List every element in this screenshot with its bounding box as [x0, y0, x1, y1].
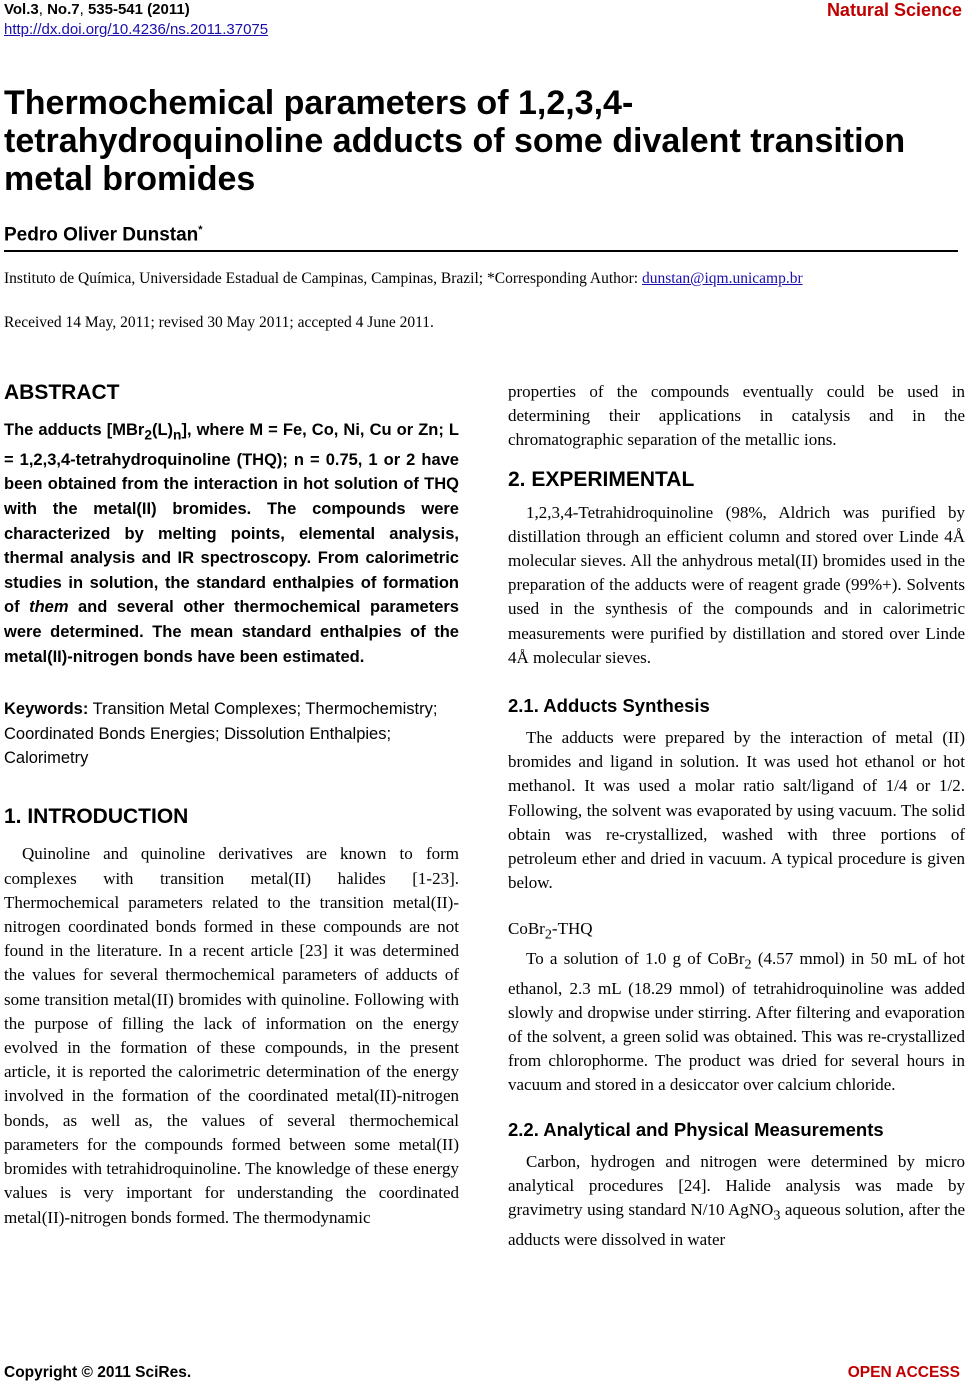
issue: No.7	[47, 1, 80, 18]
abstract-heading: ABSTRACT	[4, 381, 120, 404]
journal-name: Natural Science	[826, 0, 962, 20]
affiliation	[4, 270, 954, 288]
received-dates: Received 14 May, 2011; revised 30 May 2011; accepted 4 June 2011.	[4, 314, 434, 331]
introduction-continued: properties of the compounds eventually could be used in determining their applications in catalysis and in the chromatographic separation of the metallic ions.	[508, 382, 965, 450]
copyright: Copyright © 2011 SciRes.	[4, 1364, 192, 1381]
corresponding-mark: *	[198, 224, 203, 236]
title-divider	[4, 250, 958, 252]
keywords-label: Keywords:	[4, 700, 89, 719]
synthesis-text: The adducts were prepared by the interaction of metal (II) bromides and ligand in solution. It was used hot ethanol or hot methanol. It was used a molar ratio salt/ligand of 1/4 or 1/2. Following, the solvent was evaporated by using vacuum. The solid obtain was re-crystallized, washed with three portions of petroleum ether and dried in vacuum. A typical procedure is given below.	[508, 728, 965, 893]
left-column	[4, 380, 459, 1230]
analytical-heading: 2.2. Analytical and Physical Measurements	[508, 1118, 884, 1140]
author	[4, 224, 203, 246]
volume: Vol.3	[4, 1, 39, 18]
compound-label: CoBr$_2$-THQ	[508, 919, 593, 943]
running-header: Vol.3, No.7, 535-541 (2011) http://dx.doi.org/10.4236/ns.2011.37075	[4, 1, 269, 38]
synthesis-heading: 2.1. Adducts Synthesis	[508, 695, 710, 717]
introduction-text: Quinoline and quinoline derivatives are known to form complexes with transition metal(II) halides [1-23]. Thermochemical parameters related to the transition metal(II)-nitrogen coordinated bonds formed in these compounds are not found in the literature. In a recent article [23] it was determined the values for several thermochemical parameters of adducts of some transition metal(II) bromides with quinoline. Following with the purpose of filling the lack of information on the energy evolved in the formation of these compounds, in the present article, it is reported the calorimetric determination of the energy involved in the formation of the coordinated metal(II)-nitrogen bonds, as well as, the values of several thermochemical parameters for the compounds formed between some metal(II) bromides with tetrahidroquinoline. The knowledge of these energy values is very important for understanding the coordinated metal(II)-nitrogen bonds formed. The thermodynamic	[4, 844, 459, 1227]
pages: 535-541 (2011)	[87, 1, 190, 18]
analytical-text: Carbon, hydrogen and nitrogen were determined by micro analytical procedures [24]. Halide analysis was made by gravimetry using standard N/10 AgNO$_3$ aqueous solution, after the adducts were dissolved in water	[508, 1151, 965, 1249]
doi-link[interactable]: http://dx.doi.org/10.4236/ns.2011.37075	[4, 21, 269, 38]
right-column	[508, 380, 965, 1252]
author-name: Pedro Oliver Dunstan	[4, 224, 199, 246]
affiliation-text: Instituto de Química, Universidade Estadual de Campinas, Campinas, Brazil; *Corresponding Author:	[4, 270, 642, 287]
keywords-text: Transition Metal Complexes; Thermochemistry; Coordinated Bonds Energies; Dissolution Enthalpies; Calorimetry	[4, 700, 438, 768]
experimental-heading: 2. EXPERIMENTAL	[508, 467, 695, 491]
synthesis-procedure: To a solution of 1.0 g of CoBr$_2$ (4.57 mmol) in 50 mL of hot ethanol, 2.3 mL (18.29 mmol) of tetrahidroquinoline was added slowly and dropwise under stirring. After filtering and evaporation of the solvent, a green solid was obtained. This was re-crystallized from chlorophorme. The product was dried for several hours in vacuum and stored in a desiccator over calcium chloride.	[508, 949, 965, 1095]
paper-title: Thermochemical parameters of 1,2,3,4-tetrahydroquinoline adducts of some divalent transition metal bromides	[4, 84, 906, 198]
keywords	[4, 697, 459, 770]
abstract-text: The adducts $[MBr_2(L)_n]$, where M = Fe, Co, Ni, Cu or Zn; L = 1,2,3,4-tetrahydroquinoline (THQ); n = 0.75, 1 or 2 have been obtained from the interaction in hot solution of THQ with the metal(II) bromides. The compounds were characterized by melting points, elemental analysis, thermal analysis and IR spectroscopy. From calorimetric studies in solution, the standard enthalpies of formation of them and several other thermochemical parameters were determined. The mean standard enthalpies of the metal(II)-nitrogen bonds have been estimated.	[4, 421, 460, 666]
open-access-label: OPEN ACCESS	[847, 1364, 960, 1381]
email-link[interactable]: dunstan@iqm.unicamp.br	[641, 270, 803, 287]
introduction-heading: 1. INTRODUCTION	[4, 805, 189, 829]
experimental-text: 1,2,3,4-Tetrahidroquinoline (98%, Aldrich was purified by distillation through an efficient column and stored over Linde 4Å molecular sieves. All the anhydrous metal(II) bromides used in the preparation of the adducts were of reagent grade (99%+). Solvents used in the synthesis of the compounds and in calorimetric measurements were purified by distillation and stored over Linde 4Å molecular sieves.	[508, 502, 965, 667]
